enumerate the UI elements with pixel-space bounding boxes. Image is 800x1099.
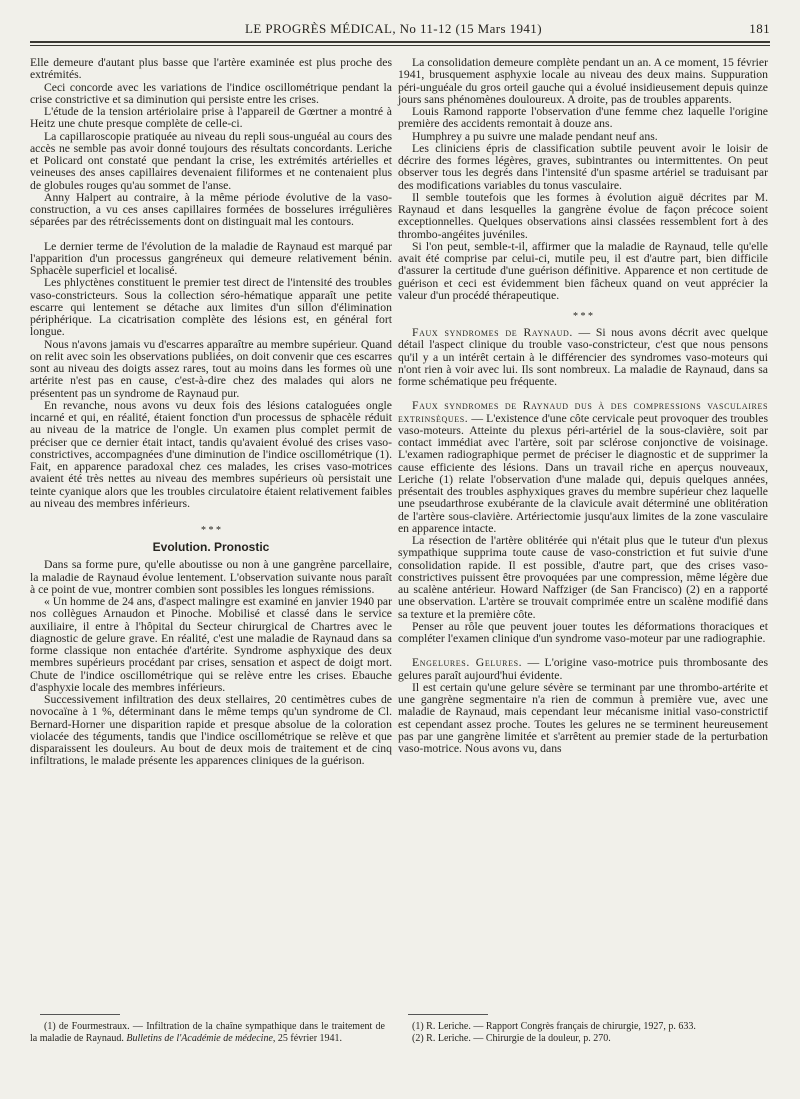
footnote-rule bbox=[40, 1014, 120, 1015]
paragraph: La consolidation demeure complète pendant un an. A ce moment, 15 février 1941, brusquement asphyxie locale au niveau des deux mains. Suppuration péri-unguéale du gros orteil gauche qui a évolué insidieusement depuis quinze jours sans phénomènes douloureux. A droite, pas de troubles apparents. bbox=[398, 56, 768, 106]
paragraph-text: — L'origine vaso-motrice puis thrombosante des gelures paraît aujourd'hui évidente. bbox=[398, 656, 768, 682]
paragraph-faux-syndromes bbox=[398, 327, 768, 388]
run-in-heading: Engelures. Gelures. bbox=[412, 656, 523, 670]
section-separator-stars: * * * bbox=[573, 311, 593, 322]
run-in-heading: Faux syndromes de Raynaud dus à des compressions vasculaires extrinsèques. bbox=[398, 399, 768, 425]
paragraph: Les phlyctènes constituent le premier test direct de l'intensité des troubles vaso-constricteurs. Sous la collection séro-hématique apparaît une petite escarre qui lentement se détache aux limites d'un sillon d'élimination périphérique. La cicatrisation complète des lésions est, en général fort longue. bbox=[30, 276, 392, 339]
paragraph-compressions bbox=[398, 400, 768, 535]
footnote: (2) R. Leriche. — Chirurgie de la douleur, p. 270. bbox=[412, 1032, 611, 1044]
paragraph: Si l'on peut, semble-t-il, affirmer que la maladie de Raynaud, telle qu'elle avait été comprise par celui-ci, mutile peu, il est d'autre part, bien difficile d'assurer la certitude d'une guérison définitive. Apparence et non certitude de guérison et ceci est évidemment bien fâcheux quand on veut apprécier la valeur d'un procédé thérapeutique. bbox=[398, 239, 768, 302]
paragraph: La résection de l'artère oblitérée qui n'était plus que le tuteur d'un plexus sympathique supprima toute cause de vaso-constriction et fut suivie d'une consolidation rapide. Il est possible, d'autre part, que des crises vaso-constrictives puissent être provoquées par une compression, même légère due au scalène antérieur. Howard Naffziger (de San Francisco) (2) en a rapporté une observation. L'artère se trouvait comprimée entre un scalène modifié dans sa texture et la première côte. bbox=[398, 534, 768, 621]
footnotes-left bbox=[30, 1014, 385, 1044]
paragraph: En revanche, nous avons vu deux fois des lésions cataloguées ongle incarné et qui, en réalité, étaient fonction d'un processus de sphacèle réduit au niveau de la matrice de l'ongle. Un examen plus complet permit de préciser que ce dernier était intact, tandis qu'avaient évolué des crises vaso-constrictives, accompagnées d'une diminution de l'indice oscillométrique (1). Fait, en apparence paradoxal chez ces malades, les crises vaso-motrices avaient été très nettes au niveau des membres supérieurs où persistait une teinte cyanique alors que les troubles circulatoire étaient relativement faibles au niveau des membres inférieurs. bbox=[30, 398, 392, 510]
footnote bbox=[30, 1021, 385, 1044]
paragraph: Le dernier terme de l'évolution de la maladie de Raynaud est marqué par l'apparition d'un processus gangréneux qui demeure relativement bénin. Sphacèle superficiel et localisé. bbox=[30, 239, 392, 277]
paragraph: Dans sa forme pure, qu'elle aboutisse ou non à une gangrène parcellaire, la maladie de Raynaud évolue lentement. L'observation suivante nous paraît à ce point de vue, montrer combien sont possibles les longues rémissions. bbox=[30, 558, 392, 596]
paragraph: Successivement infiltration des deux stellaires, 20 centimètres cubes de novocaïne à 1 %, déterminant dans le même temps qu'un syndrome de Cl. Bernard-Horner une disparition rapide et presque absolue de la coloration violacée des téguments, tandis que l'indice oscillométrique se relève et que disparaissent les douleurs. Au bout de deux mois de traitement et de cinq infiltrations, le malade présente les apparences cliniques de la guérison. bbox=[30, 693, 392, 768]
footnote-date: , 25 février 1941. bbox=[272, 1032, 343, 1044]
paragraph: Louis Ramond rapporte l'observation d'une femme chez laquelle l'origine première des accidents remontait à douze ans. bbox=[398, 105, 768, 131]
paragraph: Penser au rôle que peuvent jouer toutes les déformations thoraciques et compléter l'examen clinique d'un syndrome vaso-moteur par une radiographie. bbox=[398, 619, 768, 645]
paragraph: Anny Halpert au contraire, à la même période évolutive de la vaso-construction, a vu ces anses capillaires formées de bosselures irrégulières séparées par des rétrécissements dont on distinguait mal les contours. bbox=[30, 190, 392, 229]
running-header bbox=[30, 21, 770, 41]
left-column bbox=[30, 57, 392, 768]
header-rule-thick bbox=[30, 41, 770, 43]
paragraph: Les cliniciens épris de classification subtile peuvent avoir le loisir de décrire des formes légères, graves, subintrantes ou intermittentes. On peut observer tous les degrés dans l'intensité d'un spasme artériel se traduisant par des modifications variables du tonus vasculaire. bbox=[398, 141, 768, 192]
section-separator-stars: * * * bbox=[201, 525, 221, 536]
paragraph: Elle demeure d'autant plus basse que l'artère examinée est plus proche des extrémités. bbox=[30, 56, 392, 82]
paragraph: L'étude de la tension artériolaire prise à l'appareil de Gœrtner a montré à Heitz une chute presque complète de celle-ci. bbox=[30, 105, 392, 131]
page-number: 181 bbox=[749, 21, 770, 36]
paragraph: Il semble toutefois que les formes à évolution aiguë décrites par M. Raynaud et dans lesquelles la gangrène évolue de façon précoce soient exceptionnelles. Quelques observations ainsi classées ressemblent fort à des thrombo-angéites juvéniles. bbox=[398, 190, 768, 241]
right-column bbox=[398, 57, 768, 755]
header-rule-thin bbox=[30, 45, 770, 46]
paragraph-text: — L'existence d'une côte cervicale peut provoquer des troubles vaso-moteurs. Atteinte du plexus péri-artériel de la sous-clavière, soit par contact immédiat avec l'artère, soit par sclérose conjonctive de voisinage. L'examen radiographique permet de préciser le diagnostic et de supprimer la cause efficiente des lésions. Dans un travail riche en aperçus nouveaux, Leriche (1) relate l'observation d'une malade qui, depuis quelques années, présentait des troubles asphyxiques graves du membre supérieur chez laquelle une pseudarthrose exubérante de la clavicule avait déterminé une oblitération de l'artère sous-clavière. Artériectomie jusqu'aux limites de la zone vasculaire en apparence intacte. bbox=[398, 411, 768, 535]
paragraph: Il est certain qu'une gelure sévère se terminant par une thrombo-artérite et une gangrène segmentaire n'a rien de commun à première vue, avec une maladie de Raynaud, mais cependant leur mécanisme initial vaso-constrictif est cependant assez proche. Toutes les gelures ne se terminent heureusement pas par une gangrène limitée et s'arrêtent au premier stade de la perturbation vaso-motrice. Nous avons vu, dans bbox=[398, 680, 768, 755]
footnote-text: (1) de Fourmestraux. — Infiltration de la chaîne sympathique dans le traitement de la maladie de Raynaud. bbox=[30, 1021, 385, 1044]
paragraph: « Un homme de 24 ans, d'aspect malingre est examiné en janvier 1940 par nos collègues Arnaudon et Pinoche. Mobilisé et classé dans le service auxiliaire, il entre à l'hôpital du Secteur chirurgical de Chartres avec le diagnostic de gelure grave. En réalité, c'est une maladie de Raynaud dans sa forme classique non entachée d'artérite. Syndrome asphyxique des deux membres supérieurs procédant par crises, sensation et aspect de doigt mort. Chute de l'indice oscillométrique qui se relève entre les crises. Ebauche d'asphyxie locale des membres inférieurs. bbox=[30, 595, 392, 694]
footnote-rule bbox=[408, 1014, 488, 1015]
paragraph: Humphrey a pu suivre une malade pendant neuf ans. bbox=[412, 129, 658, 143]
footnote-journal: Bulletins de l'Académie de médecine bbox=[126, 1032, 273, 1044]
section-heading: Evolution. Pronostic bbox=[152, 540, 270, 554]
running-title: LE PROGRÈS MÉDICAL, No 11-12 (15 Mars 1941) bbox=[245, 21, 542, 36]
footnotes-right bbox=[398, 1014, 768, 1044]
footnote: (1) R. Leriche. — Rapport Congrès français de chirurgie, 1927, p. 633. bbox=[412, 1021, 696, 1032]
paragraph-text: — Si nous avons décrit avec quelque détail l'aspect clinique du trouble vaso-constricteur, c'est que nous pensons qu'il y a un intérêt certain à le différencier des syndromes vaso-moteurs qui n'ont rien à voir avec lui. Ils sont nombreux. La maladie de Raynaud, dans sa forme schématique peu fréquente. bbox=[398, 326, 768, 388]
run-in-heading: Faux syndromes de Raynaud. bbox=[412, 326, 573, 339]
paragraph: La capillaroscopie pratiquée au niveau du repli sous-unguéal au cours des accès ne semble pas avoir donné toujours des résultats concordants. Leriche et Policard ont constaté que pendant la crise, les extrémités artérielles et veineuses des anses capillaires devenaient filiformes et ne contenaient plus de globules rouges qu'au sommet de l'anse. bbox=[30, 129, 392, 192]
paragraph: Ceci concorde avec les variations de l'indice oscillométrique pendant la crise constrictive et sa diminution qui persiste entre les crises. bbox=[30, 80, 392, 106]
paragraph-engelures bbox=[398, 657, 768, 682]
paragraph: Nous n'avons jamais vu d'escarres apparaître au membre supérieur. Quand on relit avec soin les observations publiées, on doit convenir que ces escarres sont au niveau des doigts assez rares, tout au moins dans les formes où une artérite n'est pas en cause, c'est-à-dire chez des malades qui alors ne présentent pas un syndrome de Raynaud pur. bbox=[30, 337, 392, 400]
